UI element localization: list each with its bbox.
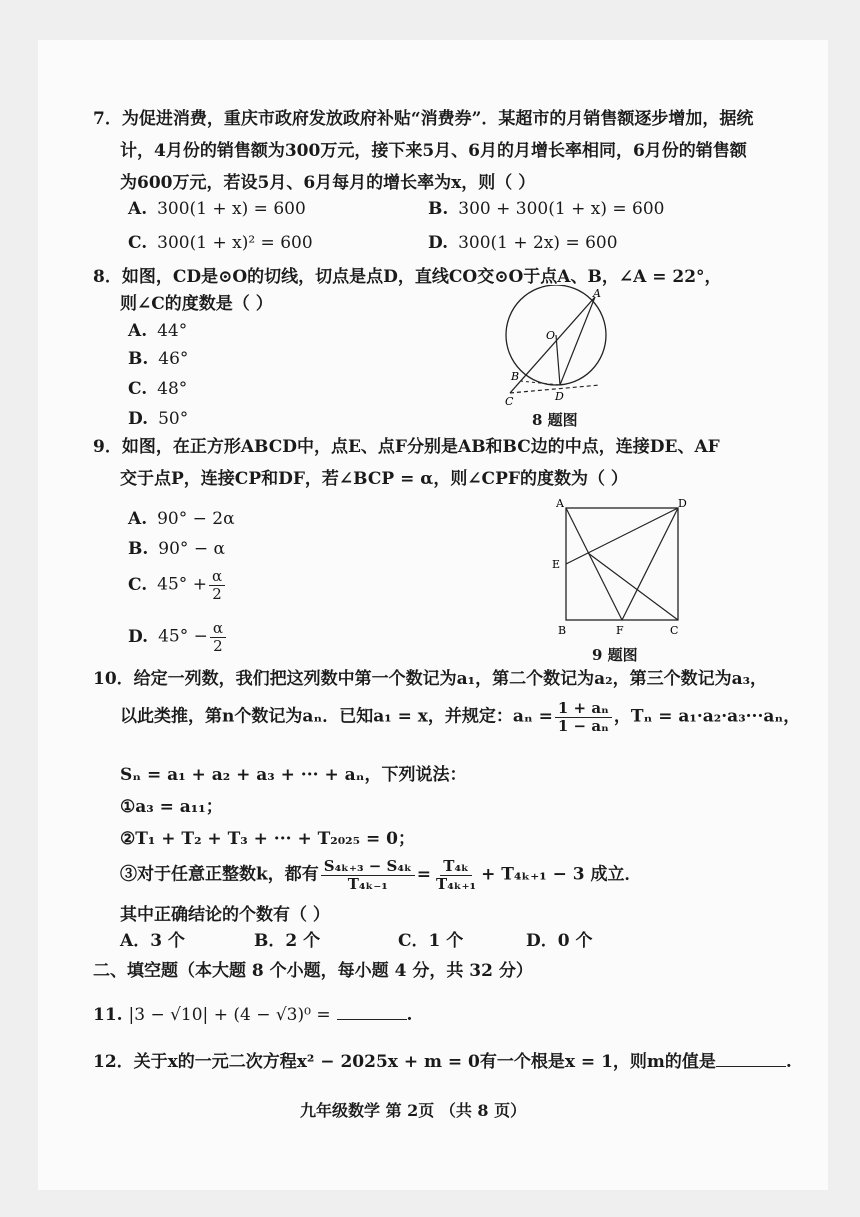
q8-option-a xyxy=(128,320,187,342)
option-text: 50° xyxy=(158,409,189,429)
option-text: 300(1 + x) = 600 xyxy=(157,199,306,219)
denominator: T₄ₖ₋₁ xyxy=(347,874,388,893)
option-text: 46° xyxy=(158,349,189,369)
denominator: 2 xyxy=(212,584,222,603)
line-de xyxy=(566,508,678,564)
q9-caption: 9 题图 xyxy=(592,646,638,664)
q10-line2-pre: 以此类推，第n个数记为aₙ．已知a₁ = x，并规定：aₙ = xyxy=(120,706,553,727)
q10-option-b: B．2 个 xyxy=(254,931,321,951)
q10-line2-post: ，Tₙ = a₁·a₂·a₃···aₙ， xyxy=(613,706,801,727)
option-label: C. xyxy=(128,574,148,595)
label-f: F xyxy=(616,624,624,637)
q7-line2: 计，4月份的销售额为300万元，接下来5月、6月的月增长率相同，6月份的销售额 xyxy=(120,141,747,161)
label-e: E xyxy=(552,558,561,571)
q7-line1: 7．为促进消费，重庆市政府发放政府补贴“消费券”．某超市的月销售额逐步增加，据统 xyxy=(93,109,754,129)
option-label: C. xyxy=(128,233,148,253)
q9-figure xyxy=(548,496,698,641)
q10-option-d: D．0 个 xyxy=(526,931,593,951)
label-o: O xyxy=(546,329,556,342)
q8-figure xyxy=(500,285,620,410)
q9-line1: 9．如图，在正方形ABCD中，点E、点F分别是AB和BC边的中点，连接DE、AF xyxy=(93,437,720,457)
option-text: 48° xyxy=(157,379,188,399)
page-footer: 九年级数学 第 2页 （共 8 页） xyxy=(300,1101,527,1120)
option-text: 45° − xyxy=(158,626,208,647)
option-label: D. xyxy=(128,409,149,429)
option-label: B. xyxy=(128,349,149,369)
q8-line1: 8．如图，CD是⊙O的切线，切点是点D，直线CO交⊙O于点A、B，∠A = 22°， xyxy=(93,267,722,287)
q10-item3-pre: ③对于任意正整数k，都有 xyxy=(120,864,319,885)
option-text: 300 + 300(1 + x) = 600 xyxy=(458,199,665,219)
fraction xyxy=(209,568,225,602)
label-d: D xyxy=(555,390,564,403)
numerator: 1 + aₙ xyxy=(555,700,612,718)
q9-option-b xyxy=(128,538,225,560)
q10-item2: ②T₁ + T₂ + T₃ + ··· + T₂₀₂₅ = 0； xyxy=(120,829,415,849)
q8-line2: 则∠C的度数是（ ） xyxy=(120,294,273,314)
q8-caption: 8 题图 xyxy=(532,411,578,429)
option-label: B. xyxy=(428,199,449,219)
q10-option-a: A．3 个 xyxy=(120,931,185,951)
option-label: B. xyxy=(128,539,149,559)
equals: = xyxy=(416,864,432,885)
line-od xyxy=(556,335,560,385)
label-d: D xyxy=(678,497,687,510)
numerator: α xyxy=(210,620,226,638)
q11-end: . xyxy=(406,1005,413,1025)
option-label: A. xyxy=(128,199,148,219)
q7-line3: 为600万元，若设5月、6月每月的增长率为x，则（ ） xyxy=(120,173,536,193)
q7-option-d xyxy=(428,232,618,254)
fraction xyxy=(555,700,612,734)
q12 xyxy=(93,1050,792,1073)
line-df xyxy=(622,508,678,620)
label-c: C xyxy=(505,395,514,408)
line-cp xyxy=(588,553,678,620)
q7-option-c xyxy=(128,232,313,254)
q9-option-c xyxy=(128,568,227,602)
denominator: 1 − aₙ xyxy=(557,716,609,735)
label-a: A xyxy=(556,497,564,510)
line-ca xyxy=(510,297,595,393)
q10-option-c: C．1 个 xyxy=(398,931,464,951)
q8-option-c xyxy=(128,378,187,400)
option-text: 45° + xyxy=(157,574,207,595)
q10-item3 xyxy=(120,858,642,892)
q10-line3: Sₙ = a₁ + a₂ + a₃ + ··· + aₙ，下列说法： xyxy=(120,765,467,785)
numerator: S₄ₖ₊₃ − S₄ₖ xyxy=(321,858,415,876)
q11-expression: |3 − √10| + (4 − √3)⁰ = xyxy=(128,1005,331,1025)
fraction xyxy=(210,620,226,654)
fraction xyxy=(433,858,479,892)
q12-end: . xyxy=(785,1052,792,1072)
q7-option-b xyxy=(428,198,664,220)
option-label: D. xyxy=(128,626,149,647)
label-b: B xyxy=(511,370,520,383)
option-label: D. xyxy=(428,233,449,253)
q10-item3-post: + T₄ₖ₊₁ − 3 成立． xyxy=(481,864,642,885)
option-text: 300(1 + x)² = 600 xyxy=(157,233,313,253)
q9-line2: 交于点P，连接CP和DF，若∠BCP = α，则∠CPF的度数为（ ） xyxy=(120,469,628,489)
q10-item1: ①a₃ = a₁₁； xyxy=(120,797,223,817)
q11 xyxy=(93,1003,412,1026)
label-c: C xyxy=(670,624,679,637)
option-label: A. xyxy=(128,509,148,529)
label-b: B xyxy=(558,624,567,637)
option-text: 44° xyxy=(157,321,188,341)
q12-text: 12．关于x的一元二次方程x² − 2025x + m = 0有一个根是x = 1，则m的值是 xyxy=(93,1052,716,1072)
option-text: 300(1 + 2x) = 600 xyxy=(458,233,618,253)
denominator: 2 xyxy=(213,636,223,655)
answer-blank[interactable] xyxy=(337,1003,407,1020)
label-a: A xyxy=(593,287,601,300)
numerator: T₄ₖ xyxy=(440,858,472,876)
q10-line2 xyxy=(120,700,800,734)
q10-line1: 10．给定一列数，我们把这列数中第一个数记为a₁，第二个数记为a₂，第三个数记为a₃， xyxy=(93,669,768,689)
q9-option-d xyxy=(128,620,228,654)
q11-label: 11. xyxy=(93,1005,123,1025)
section-heading: 二、填空题（本大题 8 个小题，每小题 4 分，共 32 分） xyxy=(93,961,533,981)
q10-question: 其中正确结论的个数有（ ） xyxy=(120,905,330,925)
denominator: T₄ₖ₊₁ xyxy=(436,874,477,893)
q8-option-d xyxy=(128,408,188,430)
q7-option-a xyxy=(128,198,306,220)
q8-option-b xyxy=(128,348,188,370)
line-af xyxy=(566,508,622,620)
option-text: 90° − 2α xyxy=(157,509,235,529)
answer-blank[interactable] xyxy=(716,1050,786,1067)
option-label: C. xyxy=(128,379,148,399)
option-label: A. xyxy=(128,321,148,341)
numerator: α xyxy=(209,568,225,586)
fraction xyxy=(321,858,415,892)
square-abcd xyxy=(566,508,678,620)
q9-option-a xyxy=(128,508,235,530)
option-text: 90° − α xyxy=(158,539,225,559)
